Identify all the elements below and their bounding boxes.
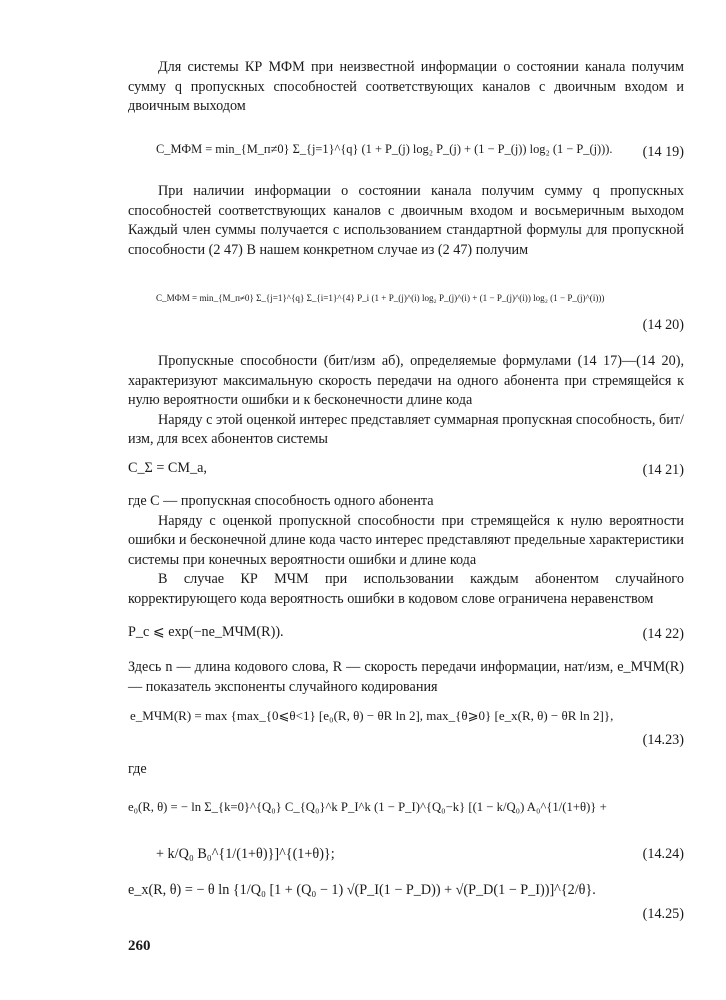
equation-number: (14 20): [642, 317, 684, 333]
equation-14-21: [128, 460, 684, 486]
paragraph-3: Пропускные способности (бит/изм аб), определяемые формулами (14 17)—(14 20), характеризуют максимальную скорость передачи на одного абонента при стремящейся к нулю вероятности ошибки и к бесконечности длине кода Наряду с этой оценкой интерес представляет суммарная пропускная способность, бит/изм, для всех абонентов системы: [128, 353, 684, 447]
paragraph-2: При наличии информации о состоянии канала получим сумму q пропускных способностей соответствующих каналов с двоичным входом и восьмеричным выходом Каждый член суммы получается с использованием стандартной формулы для пропускной способности (2 47) В нашем конкретном случае из (2 47) получим: [128, 183, 684, 258]
equation-14-22: [128, 624, 684, 650]
equation-14-25-body: e_x(R, θ) = − θ ln {1/Q₀ [1 + (Q₀ − 1) √(P_I(1 − P_D)) + √(P_D(1 − P_I))]^{2/θ}.: [128, 882, 596, 898]
equation-14-24-line-1: e₀(R, θ) = − ln Σ_{k=0}^{Q₀} C_{Q₀}^k P_I^k (1 − P_I)^{Q₀−k} [(1 − k/Q₀) A₀^{1/(1+θ)} +: [128, 800, 607, 814]
equation-14-20-body: C_МФМ = min_{M_п≠0} Σ_{j=1}^{q} Σ_{i=1}^{4} P_i (1 + P_(j)^(i) log₂ P_(j)^(i) + (1 − P_(j)^(i)) log₂ (1 − P_(j)^(i))): [156, 293, 605, 303]
equation-14-19: [128, 142, 684, 168]
equation-number: (14.24): [642, 846, 684, 862]
page-number: 260: [128, 938, 151, 954]
equation-14-20: [128, 293, 684, 339]
equation-14-23-body: e_МЧМ(R) = max {max_{0⩽θ<1} [e₀(R, θ) − θR ln 2], max_{θ⩾0} [e_x(R, θ) − θR ln 2]},: [130, 708, 614, 723]
equation-number: (14.25): [642, 906, 684, 922]
equation-number: (14.23): [642, 732, 684, 748]
paragraph-9: где: [128, 761, 147, 777]
paragraph-1: Для системы КР МФМ при неизвестной информации о состоянии канала получим сумму q пропускных способностей соответствующих каналов с двоичным входом и двоичным выходом: [128, 59, 684, 114]
equation-14-21-body: C_Σ = CM_a,: [128, 460, 207, 476]
equation-14-22-body: P_c ⩽ exp(−ne_МЧМ(R)).: [128, 624, 284, 640]
equation-14-24: [128, 800, 684, 870]
paragraph-5: где C — пропускная способность одного абонента Наряду с оценкой пропускной способности при стремящейся к нулю вероятности ошибки и бесконечной длине кода часто интерес представляют предельные характеристики системы при конечных вероятности ошибки и длине кода В случае КР МЧМ при использовании каждым абонентом случайного корректирующего кода вероятность ошибки в кодовом слове ограничена неравенством: [128, 493, 684, 607]
equation-number: (14 22): [642, 626, 684, 642]
equation-14-23: [128, 708, 684, 752]
equation-number: (14 19): [642, 144, 684, 160]
equation-14-24-line-2: + k/Q₀ B₀^{1/(1+θ)}]^{(1+θ)};: [156, 846, 335, 862]
equation-number: (14 21): [642, 462, 684, 478]
paragraph-8: Здесь n — длина кодового слова, R — скорость передачи информации, нат/изм, e_МЧМ(R) — показатель экспоненты случайного кодирования: [128, 659, 684, 695]
equation-14-19-body: C_МФМ = min_{M_п≠0} Σ_{j=1}^{q} (1 + P_(j) log₂ P_(j) + (1 − P_(j)) log₂ (1 − P_(j))).: [156, 142, 613, 156]
equation-14-25: [128, 882, 684, 926]
